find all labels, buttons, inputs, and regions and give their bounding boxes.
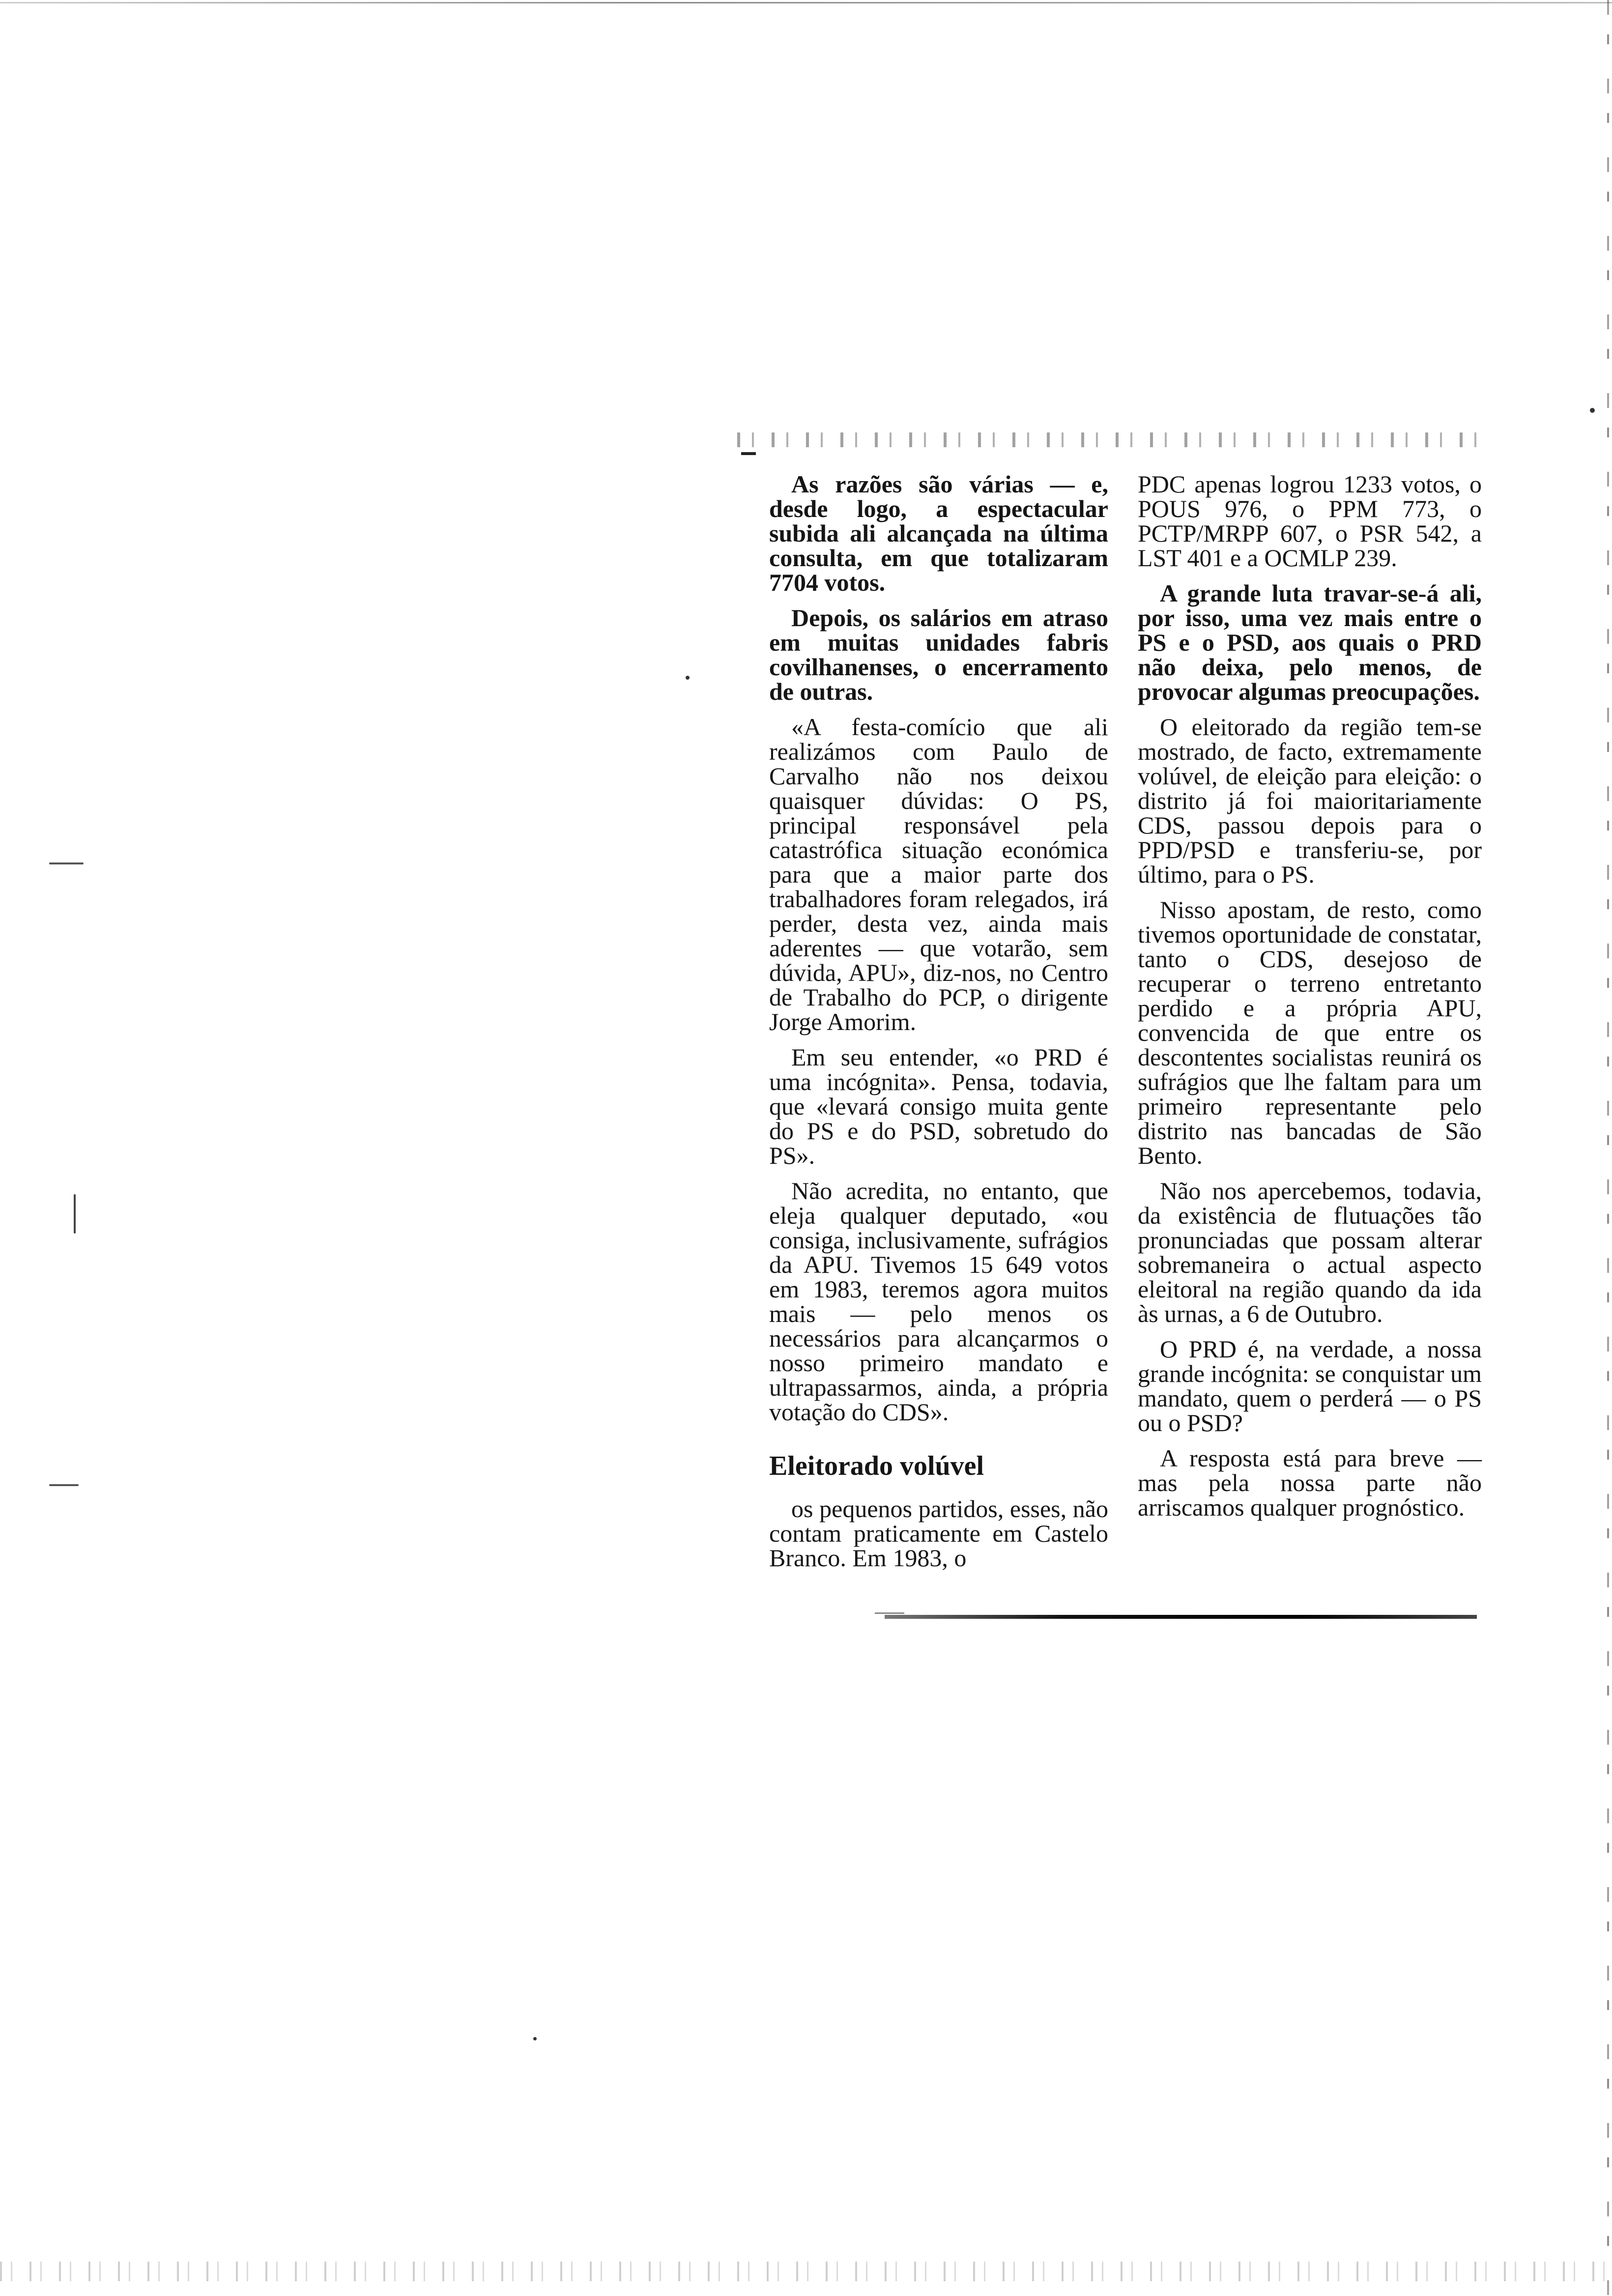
article-paragraph: Em seu entender, «o PRD é uma incógnita». Pensa, todavia, que «levará consigo muita gente do PS e do PSD, sobretudo do PS». [769,1043,1108,1169]
scan-speck [1590,408,1595,413]
article-paragraph: O PRD é, na verdade, a nossa grande incógnita: se conquistar um mandato, quem o perderá — o PS ou o PSD? [1138,1335,1482,1436]
article-paragraph: PDC apenas logrou 1233 votos, o POUS 976, o PPM 773, o PCTP/MRPP 607, o PSR 542, a LST 401 e a OCMLP 239. [1138,470,1482,572]
article-end-rule-faint [875,1612,904,1614]
scan-top-edge [0,2,1612,3]
scan-bottom-edge [0,2262,1612,2281]
column-top-mark [741,452,756,455]
scan-right-edge [1607,0,1609,2296]
scan-speck [74,1194,76,1234]
article-paragraph: Não acredita, no entanto, que eleja qualquer deputado, «ou consiga, inclusivamente, sufrágios da APU. Tivemos 15 649 votos em 1983, teremos agora muitos mais — pelo menos os necessários para alcançarmos o nosso primeiro mandato e ultrapassarmos, ainda, a própria votação do CDS». [769,1177,1108,1426]
article-paragraph: Não nos apercebemos, todavia, da existência de flutuações tão pronunciadas que possam alterar sobremaneira o actual aspecto eleitoral na região quando da ida às urnas, a 6 de Outubro. [1138,1177,1482,1327]
scan-speck [49,862,84,864]
scan-header-noise [737,432,1489,447]
scan-speck [533,2037,537,2040]
article-right-column [1138,472,1482,1530]
article-paragraph: Nisso apostam, de resto, como tivemos oportunidade de constatar, tanto o CDS, desejoso de recuperar o terreno entretanto perdido e a própria APU, convencida de que entre os descontentes socialistas reunirá os sufrágios que lhe faltam para um primeiro representante pelo distrito nas bancadas de São Bento. [1138,896,1482,1169]
article-paragraph: O eleitorado da região tem-se mostrado, de facto, extremamente volúvel, de eleição para eleição: o distrito já foi maioritariamente CDS, passou depois para o PPD/PSD e transferiu-se, por último, para o PS. [1138,713,1482,888]
scan-speck [686,676,690,680]
article-paragraph: As razões são várias — e, desde logo, a espectacular subida ali alcançada na última consulta, em que totalizaram 7704 votos. [769,470,1108,596]
scan-speck [49,1484,79,1486]
article-paragraph: Depois, os salários em atraso em muitas unidades fabris covilhanenses, o encerramento de outras. [769,604,1108,705]
article-paragraph: A resposta está para breve — mas pela nossa parte não arriscamos qualquer prognóstico. [1138,1444,1482,1521]
article-end-rule [885,1615,1477,1619]
article-subheading: Eleitorado volúvel [769,1451,984,1481]
article-paragraph: «A festa-comício que ali realizámos com Paulo de Carvalho não nos deixou quaisquer dúvidas: O PS, principal responsável pela catastrófica situação económica para que a maior parte dos trabalhadores foram relegados, irá perder, desta vez, ainda mais aderentes — que votarão, sem dúvida, APU», diz-nos, no Centro de Trabalho do PCP, o dirigente Jorge Amorim. [769,713,1108,1035]
article-paragraph: os pequenos partidos, esses, não contam praticamente em Castelo Branco. Em 1983, o [769,1495,1108,1572]
article-left-column [769,472,1108,1581]
article-paragraph: A grande luta travar-se-á ali, por isso, uma vez mais entre o PS e o PSD, aos quais o PRD não deixa, pelo menos, de provocar algumas preocupações. [1138,579,1482,705]
